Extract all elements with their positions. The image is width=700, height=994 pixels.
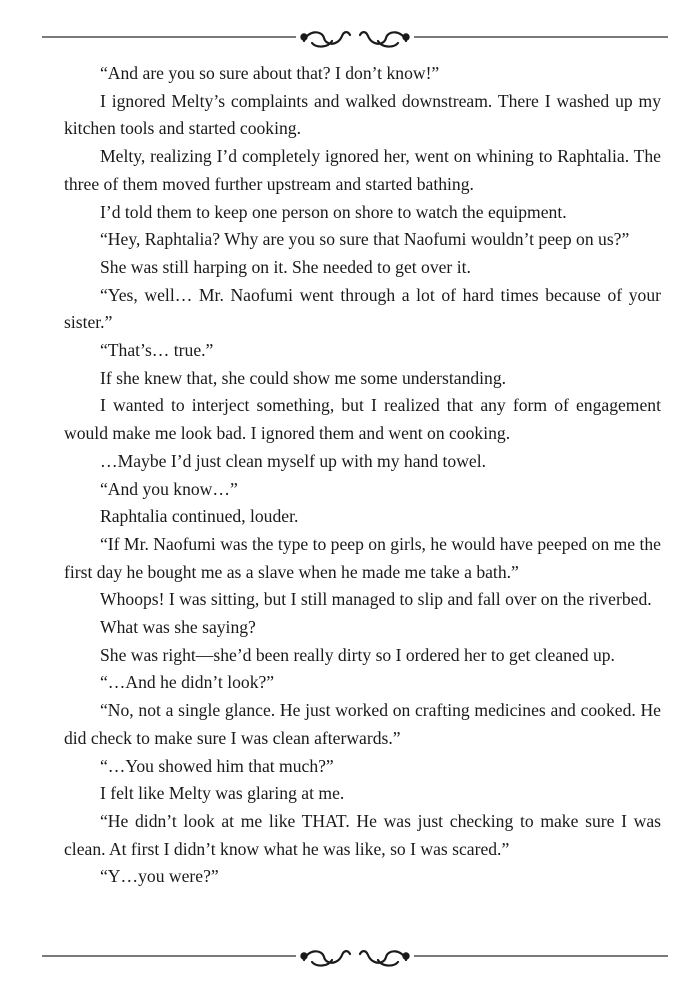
paragraph: “Yes, well… Mr. Naofumi went through a lot of hard times because of your sister.” [64, 284, 661, 333]
paragraph: “If Mr. Naofumi was the type to peep on girls, he would have peeped on me the first day he bought me as a slave when he made me take a bath.” [64, 533, 661, 582]
paragraph: “…And he didn’t look?” [100, 672, 275, 693]
paragraph: “That’s… true.” [100, 340, 214, 361]
paragraph: She was right—she’d been really dirty so I ordered her to get cleaned up. [100, 644, 615, 665]
paragraph: I wanted to interject something, but I realized that any form of engagement would make me look bad. I ignored them and went on cooking. [64, 395, 661, 444]
paragraph: She was still harping on it. She needed to get over it. [100, 256, 471, 277]
paragraph: “Y…you were?” [100, 866, 219, 887]
paragraph: Raphtalia continued, louder. [100, 506, 299, 527]
paragraph: “…You showed him that much?” [100, 755, 334, 776]
page-text [64, 60, 661, 891]
paragraph: I felt like Melty was glaring at me. [100, 783, 345, 804]
paragraph: If she knew that, she could show me some understanding. [100, 367, 507, 388]
bottom-ornament-rule [42, 941, 668, 971]
paragraph: I’d told them to keep one person on shore to watch the equipment. [100, 201, 567, 222]
paragraph: “No, not a single glance. He just worked on crafting medicines and cooked. He did check to make sure I was clean afterwards.” [64, 700, 661, 748]
paragraph: Whoops! I was sitting, but I still managed to slip and fall over on the riverbed. [100, 589, 652, 610]
paragraph: “Hey, Raphtalia? Why are you so sure that Naofumi wouldn’t peep on us?” [100, 229, 630, 250]
paragraph: “And you know…” [100, 478, 238, 499]
paragraph: …Maybe I’d just clean myself up with my hand towel. [100, 450, 487, 471]
top-ornament-rule [42, 22, 668, 52]
paragraph: “And are you so sure about that? I don’t know!” [100, 63, 440, 83]
paragraph: I ignored Melty’s complaints and walked downstream. There I washed up my kitchen tools and started cooking. [64, 90, 661, 139]
paragraph: “He didn’t look at me like THAT. He was just checking to make sure I was clean. At first I didn’t know what he was like, so I was scared.” [64, 810, 661, 859]
paragraph: Melty, realizing I’d completely ignored her, went on whining to Raphtalia. The three of them moved further upstream and started bathing. [64, 146, 661, 194]
flourish-icon [301, 951, 408, 965]
paragraph: What was she saying? [100, 617, 256, 638]
flourish-icon [301, 32, 408, 46]
